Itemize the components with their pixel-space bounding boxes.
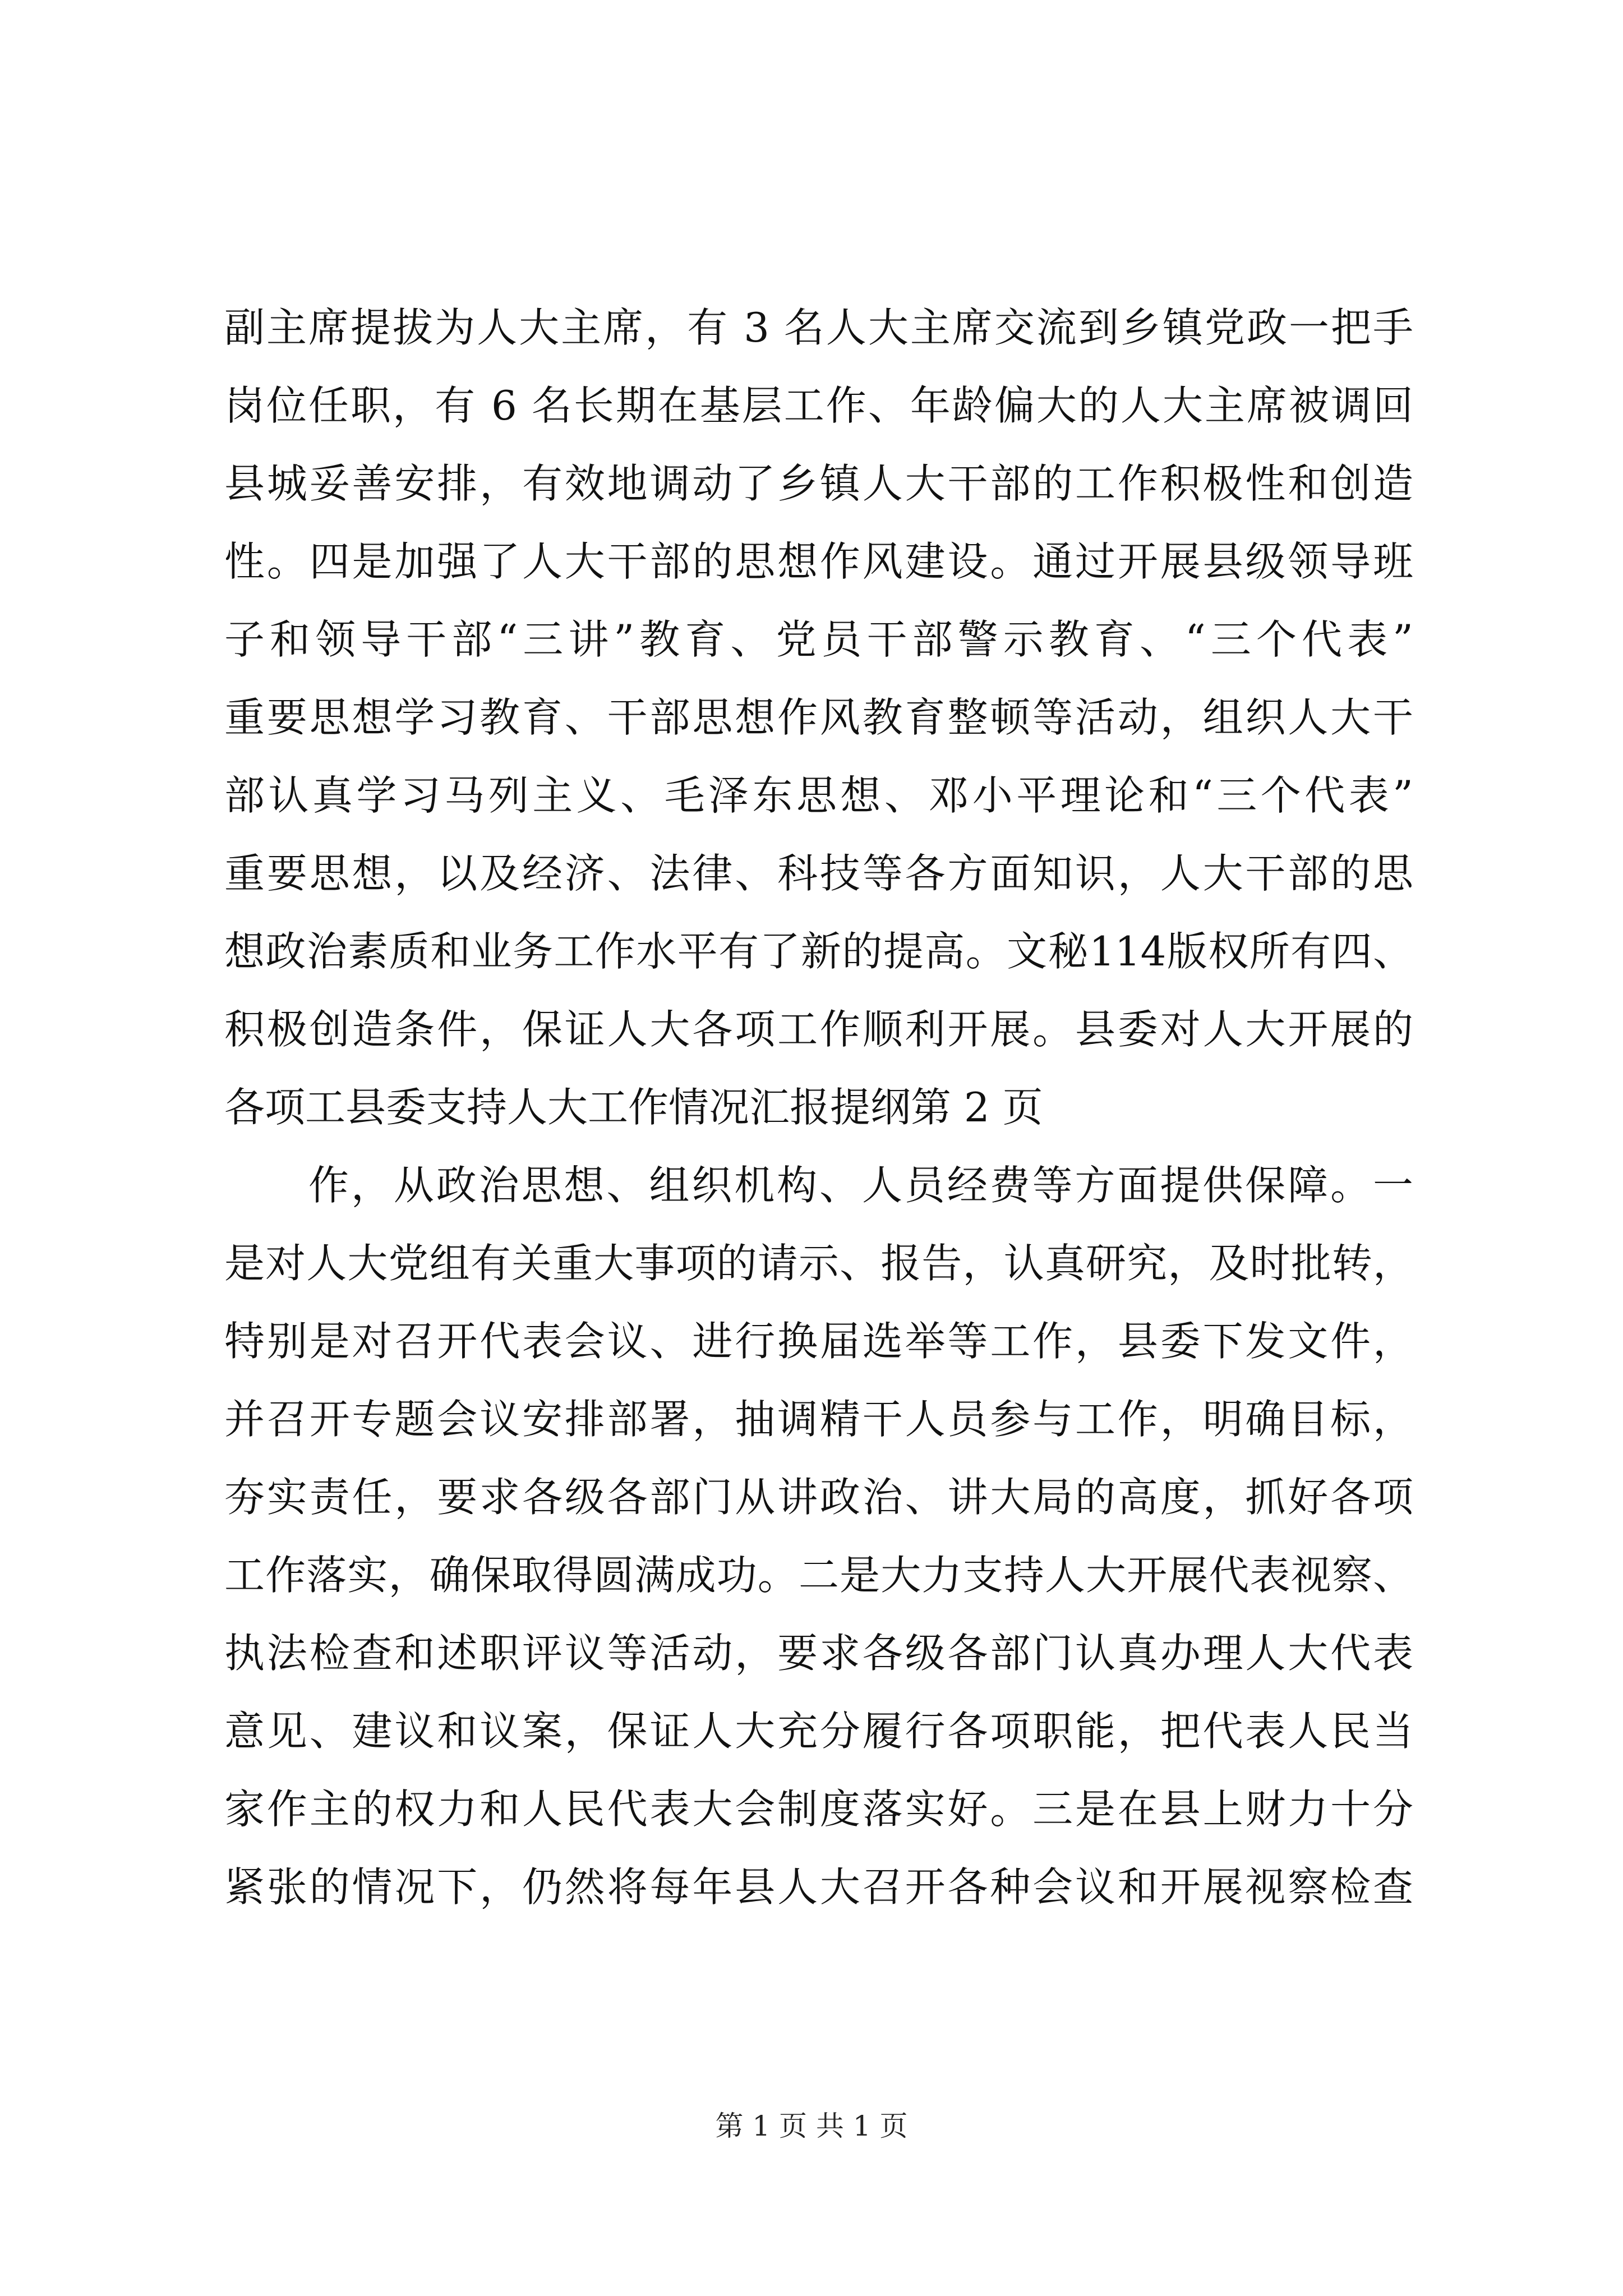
text-line: 部认真学习马列主义、毛泽东思想、邓小平理论和“三个代表” xyxy=(224,772,1413,819)
text-line: 工作落实，确保取得圆满成功。二是大力支持人大开展代表视察、 xyxy=(224,1552,1413,1599)
text-line: 紧张的情况下，仍然将每年县人大召开各种会议和开展视察检查 xyxy=(224,1864,1413,1911)
page-footer xyxy=(0,2106,1623,2146)
text-line: 并召开专题会议安排部署，抽调精干人员参与工作，明确目标， xyxy=(224,1396,1413,1443)
text-line: 重要思想，以及经济、法律、科技等各方面知识，人大干部的思 xyxy=(224,850,1413,897)
page-number: 第 1 页 共 1 页 xyxy=(715,2110,908,2142)
text-line: 意见、建议和议案，保证人大充分履行各项职能，把代表人民当 xyxy=(224,1708,1413,1755)
paragraph-2 xyxy=(224,1147,1413,1926)
text-line: 积极创造条件，保证人大各项工作顺利开展。县委对人大开展的 xyxy=(224,1006,1413,1053)
text-line: 副主席提拔为人大主席，有 3 名人大主席交流到乡镇党政一把手 xyxy=(224,304,1413,351)
text-line: 岗位任职，有 6 名长期在基层工作、年龄偏大的人大主席被调回 xyxy=(224,382,1413,429)
text-line: 县城妥善安排，有效地调动了乡镇人大干部的工作积极性和创造 xyxy=(224,460,1413,507)
document-body xyxy=(224,289,1413,1926)
text-line: 性。四是加强了人大干部的思想作风建设。通过开展县级领导班 xyxy=(224,538,1413,585)
text-line: 夯实责任，要求各级各部门从讲政治、讲大局的高度，抓好各项 xyxy=(224,1474,1413,1521)
paragraph-1 xyxy=(224,289,1413,1147)
text-line: 重要思想学习教育、干部思想作风教育整顿等活动，组织人大干 xyxy=(224,694,1413,741)
text-line: 特别是对召开代表会议、进行换届选举等工作，县委下发文件， xyxy=(224,1318,1413,1365)
text-line-indented: 作，从政治思想、组织机构、人员经费等方面提供保障。一 xyxy=(308,1162,1413,1209)
text-line: 各项工县委支持人大工作情况汇报提纲第 2 页 xyxy=(224,1084,1043,1131)
text-line: 是对人大党组有关重大事项的请示、报告，认真研究，及时批转， xyxy=(224,1240,1413,1287)
text-line: 想政治素质和业务工作水平有了新的提高。文秘114版权所有四、 xyxy=(224,928,1413,975)
text-line: 子和领导干部“三讲”教育、党员干部警示教育、“三个代表” xyxy=(224,616,1413,663)
text-line: 执法检查和述职评议等活动，要求各级各部门认真办理人大代表 xyxy=(224,1630,1413,1677)
text-line: 家作主的权力和人民代表大会制度落实好。三是在县上财力十分 xyxy=(224,1786,1413,1833)
